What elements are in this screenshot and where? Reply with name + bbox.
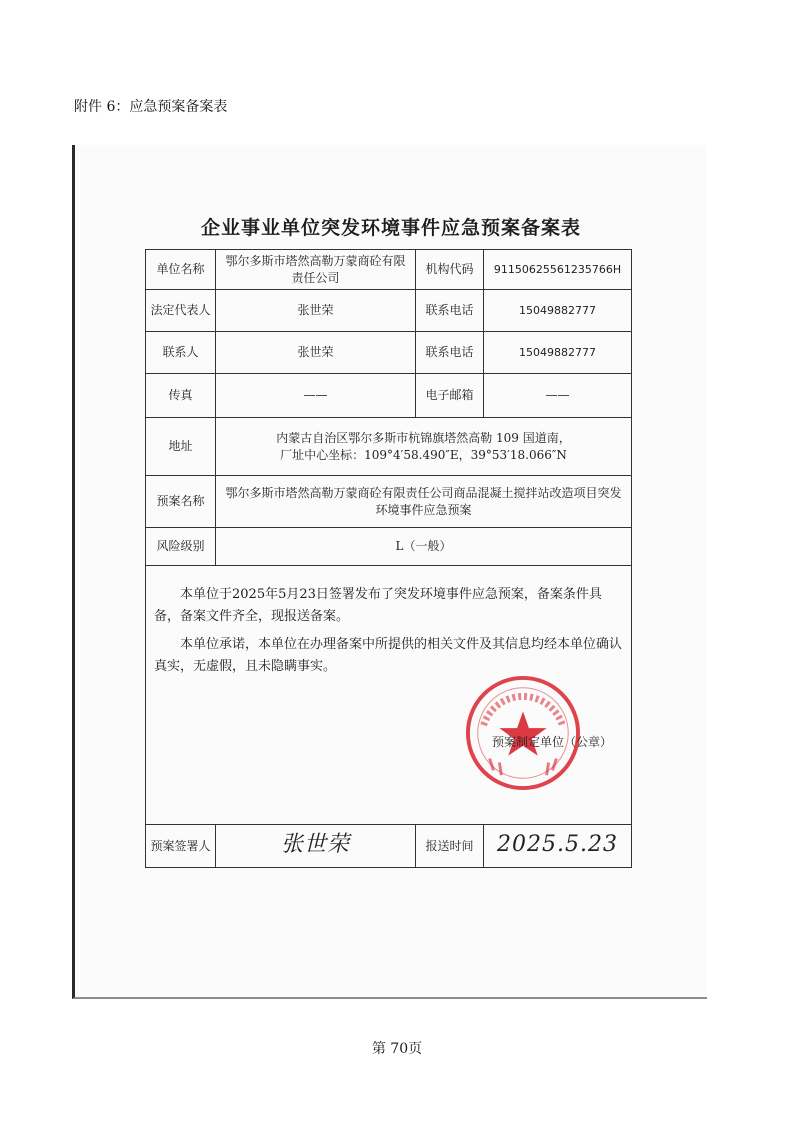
report-time-label: 报送时间 [416,825,484,868]
email-label: 电子邮箱 [416,374,484,418]
form-title: 企业事业单位突发环境事件应急预案备案表 [200,217,581,239]
address-label: 地址 [146,418,216,476]
signer-signature [216,825,416,868]
phone-value: 15049882777 [484,332,632,374]
legal-rep-label: 法定代表人 [146,290,216,332]
contact-label: 联系人 [146,332,216,374]
statement-text [154,584,623,678]
statement-paragraph: 本单位于2025年5月23日签署发布了突发环境事件应急预案，备案条件具备，备案文件齐全，现报送备案。 [154,587,602,624]
fax-value: —— [216,374,416,418]
fax-label: 传真 [146,374,216,418]
plan-name-label: 预案名称 [146,476,216,528]
unit-name-value: 鄂尔多斯市塔然高勒万蒙商砼有限责任公司 [216,250,416,290]
handwritten-signature: 张世荣 [280,832,350,857]
phone-label: 联系电话 [416,290,484,332]
signer-label: 预案签署人 [146,825,216,868]
table-row [146,250,632,290]
seal-caption: 预案制定单位（公章） [492,735,613,749]
plan-name-value: 鄂尔多斯市塔然高勒万蒙商砼有限责任公司商品混凝土搅拌站改造项目突发环境事件应急预案 [216,476,632,528]
statement-cell [146,566,632,825]
table-row [146,528,632,566]
email-value: —— [484,374,632,418]
handwritten-date: 2025.5.23 [497,832,618,857]
phone-value: 15049882777 [484,290,632,332]
table-row [146,476,632,528]
table-row [146,566,632,825]
page-number: 第 70页 [371,1041,423,1057]
contact-value: 张世荣 [216,332,416,374]
attachment-label: 附件 6：应急预案备案表 [74,99,228,115]
filing-form-table [145,249,632,868]
address-coordinates: 厂址中心坐标：109°4′58.490″E，39°53′18.066″N [280,447,567,462]
table-row [146,825,632,868]
address-line: 内蒙古自治区鄂尔多斯市杭锦旗塔然高勒 109 国道南， [276,430,571,445]
table-row [146,332,632,374]
phone-label: 联系电话 [416,332,484,374]
org-code-label: 机构代码 [416,250,484,290]
table-row [146,374,632,418]
statement-paragraph: 本单位承诺，本单位在办理备案中所提供的相关文件及其信息均经本单位确认真实，无虚假，且未隐瞒事实。 [154,637,623,674]
scanned-form-page [72,145,707,999]
address-value [216,418,632,476]
org-code-value: 91150625561235766H [484,250,632,290]
unit-name-label: 单位名称 [146,250,216,290]
report-time-value [484,825,632,868]
legal-rep-value: 张世荣 [216,290,416,332]
official-seal-stamp [464,674,582,792]
risk-level-label: 风险级别 [146,528,216,566]
table-row [146,418,632,476]
risk-level-value: L（一般） [216,528,632,566]
table-row [146,290,632,332]
